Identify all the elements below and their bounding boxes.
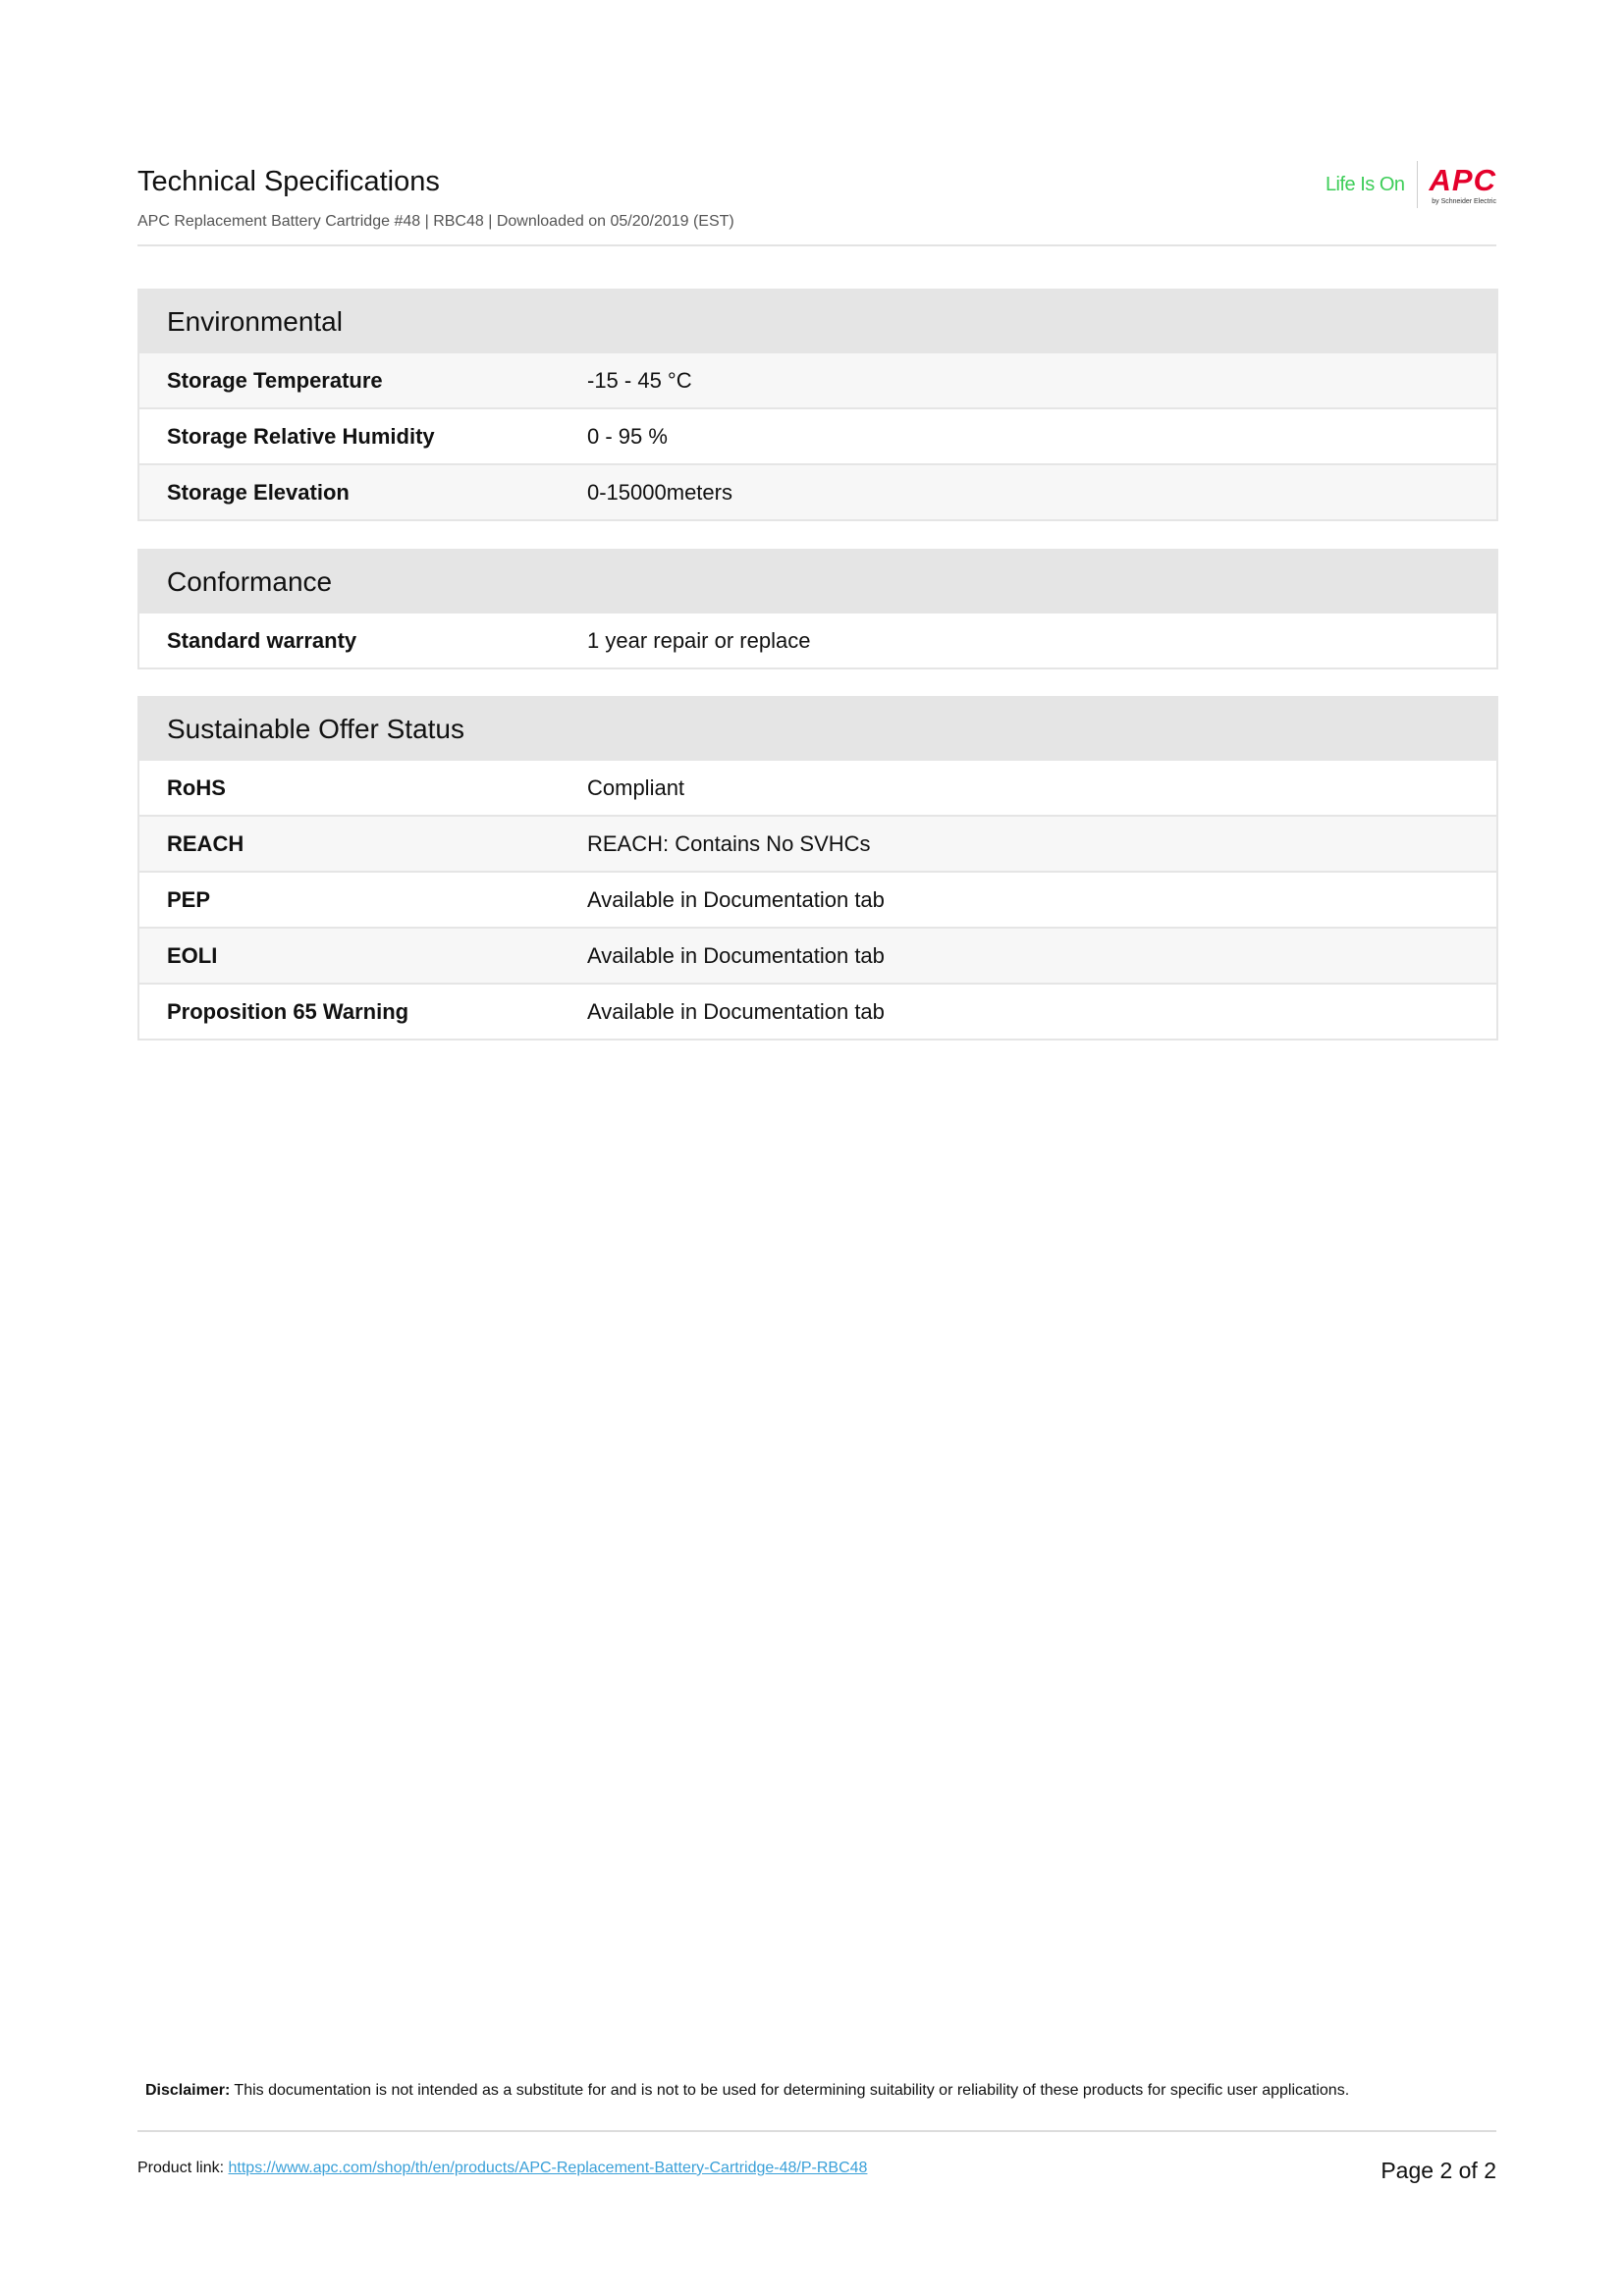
spec-value: 0-15000meters bbox=[587, 479, 732, 505]
spec-label: Standard warranty bbox=[167, 627, 357, 653]
product-link-url[interactable]: https://www.apc.com/shop/th/en/products/APC-Replacement-Battery-Cartridge-48/P-RBC48 bbox=[228, 2160, 868, 2176]
spec-label: Storage Temperature bbox=[167, 367, 383, 393]
spec-row bbox=[139, 927, 1496, 983]
spec-value: Compliant bbox=[587, 774, 685, 800]
brand-logo bbox=[1326, 161, 1496, 208]
disclaimer-text: This documentation is not intended as a substitute for and is not to be used for determining suitability or reliability of these products for specific user applications. bbox=[234, 2082, 1350, 2099]
apc-brand-mark: APC bbox=[1429, 162, 1496, 197]
spec-row bbox=[139, 815, 1496, 871]
spec-row bbox=[139, 983, 1496, 1039]
spec-row bbox=[139, 614, 1496, 667]
document-header bbox=[137, 162, 1496, 231]
page-number: Page 2 of 2 bbox=[1380, 2158, 1496, 2183]
section-title: Sustainable Offer Status bbox=[139, 698, 1496, 761]
spec-row bbox=[139, 407, 1496, 463]
spec-label: Storage Relative Humidity bbox=[167, 423, 435, 449]
page-title: Technical Specifications bbox=[137, 166, 440, 197]
spec-value: Available in Documentation tab bbox=[587, 998, 885, 1024]
page-subtitle: APC Replacement Battery Cartridge #48 | RBC48 | Downloaded on 05/20/2019 (EST) bbox=[137, 212, 734, 230]
spec-label: PEP bbox=[167, 886, 211, 912]
spec-label: EOLI bbox=[167, 942, 218, 968]
footer-divider bbox=[137, 2130, 1496, 2132]
spec-label: Proposition 65 Warning bbox=[167, 998, 409, 1024]
section-title: Environmental bbox=[139, 291, 1496, 353]
logo-divider bbox=[1417, 161, 1418, 208]
section-conformance bbox=[137, 549, 1498, 669]
section-sustainable-offer-status bbox=[137, 696, 1498, 1041]
section-environmental bbox=[137, 289, 1498, 521]
spec-value: Available in Documentation tab bbox=[587, 942, 885, 968]
spec-value: REACH: Contains No SVHCs bbox=[587, 830, 871, 856]
life-is-on-logo bbox=[1326, 174, 1405, 196]
disclaimer bbox=[145, 2082, 1349, 2100]
spec-row bbox=[139, 463, 1496, 519]
header-divider bbox=[137, 244, 1496, 246]
spec-value: Available in Documentation tab bbox=[587, 886, 885, 912]
spec-label: Storage Elevation bbox=[167, 479, 350, 505]
spec-row bbox=[139, 761, 1496, 815]
spec-label: REACH bbox=[167, 830, 244, 856]
spec-value: -15 - 45 °C bbox=[587, 367, 692, 393]
spec-value: 0 - 95 % bbox=[587, 423, 668, 449]
section-title: Conformance bbox=[139, 551, 1496, 614]
product-link-label: Product link: bbox=[137, 2160, 225, 2176]
spec-label: RoHS bbox=[167, 774, 226, 800]
life-is-on-text: Life Is On bbox=[1325, 173, 1405, 195]
product-link bbox=[137, 2160, 867, 2177]
spec-value: 1 year repair or replace bbox=[587, 627, 811, 653]
apc-logo bbox=[1429, 162, 1496, 205]
spec-row bbox=[139, 871, 1496, 927]
disclaimer-label: Disclaimer: bbox=[145, 2082, 231, 2099]
apc-brand-subtext: by Schneider Electric bbox=[1432, 197, 1496, 205]
spec-row bbox=[139, 353, 1496, 407]
